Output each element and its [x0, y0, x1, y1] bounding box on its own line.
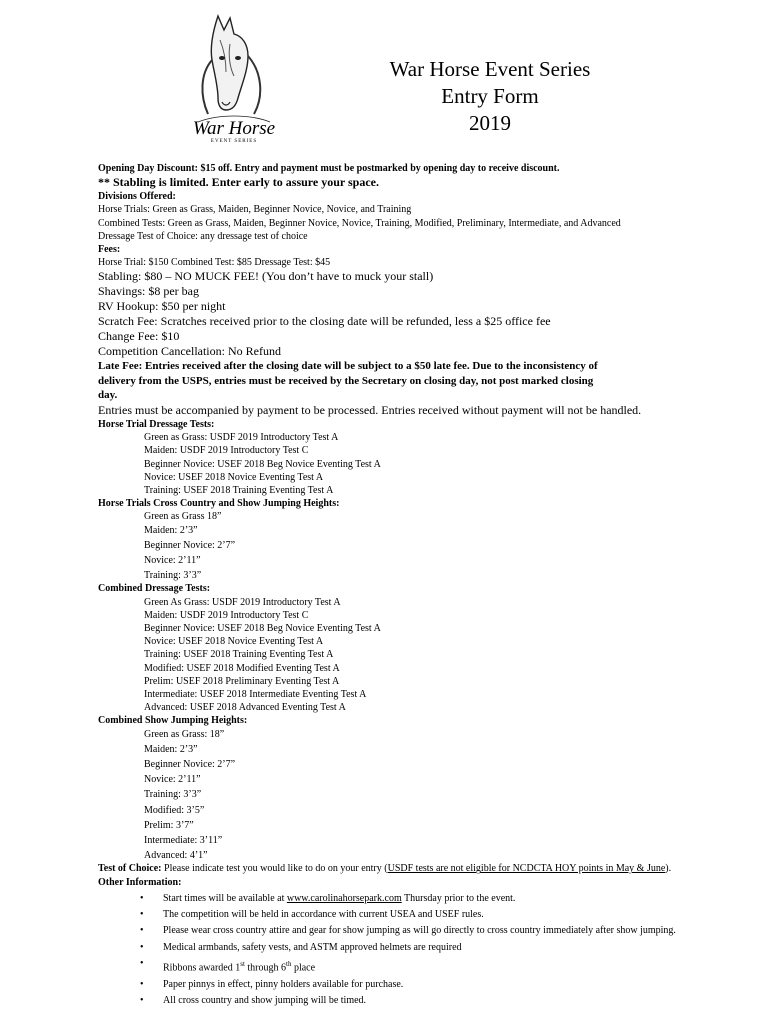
list-item: Beginner Novice: USEF 2018 Beg Novice Eventing Test A: [144, 622, 381, 634]
other-info-list: [98, 891, 738, 1009]
list-item: Maiden: 2’3”: [144, 524, 198, 536]
bullet-text: through 6: [244, 962, 286, 974]
bullet-text: place: [291, 962, 316, 974]
fee-line: RV Hookup: $50 per night: [98, 299, 226, 314]
list-item: Novice: 2’11”: [144, 774, 201, 786]
division-line: Dressage Test of Choice: any dressage test of choice: [98, 230, 308, 242]
list-item: Green as Grass: USDF 2019 Introductory Test A: [144, 432, 339, 444]
list-item: • Paper pinnys in effect, pinny holders available for purchase.: [98, 977, 738, 993]
ht-heights-heading: Horse Trials Cross Country and Show Jumping Heights:: [98, 498, 340, 510]
stabling-note: ** Stabling is limited. Enter early to assure your space.: [98, 175, 380, 190]
divisions-heading: Divisions Offered:: [98, 191, 176, 203]
test-of-choice-warning: USDF tests are not eligible for NCDCTA HOY points in May & June: [387, 863, 666, 875]
division-line: Horse Trials: Green as Grass, Maiden, Beginner Novice, Novice, and Training: [98, 204, 412, 216]
fee-line: Horse Trial: $150 Combined Test: $85 Dressage Test: $45: [98, 257, 331, 269]
ordinal-suffix: st: [240, 960, 245, 969]
fee-line: Competition Cancellation: No Refund: [98, 344, 281, 359]
list-item: Green as Grass: 18”: [144, 728, 225, 740]
fee-line: Shavings: $8 per bag: [98, 284, 199, 299]
list-item: Beginner Novice: 2’7”: [144, 759, 236, 770]
list-item: • All cross country and show jumping will be timed.: [98, 993, 738, 1009]
ct-heights-heading: Combined Show Jumping Heights:: [98, 715, 248, 727]
logo-subtitle: EVENT SERIES: [210, 139, 258, 144]
list-item: [98, 891, 738, 907]
list-item: Novice: USEF 2018 Novice Eventing Test A: [144, 471, 324, 483]
list-item: Novice: USEF 2018 Novice Eventing Test A: [144, 636, 324, 648]
carolina-horsepark-link[interactable]: www.carolinahorsepark.com: [286, 892, 402, 904]
ct-dressage-heading: Combined Dressage Tests:: [98, 583, 211, 595]
list-item: Advanced: USEF 2018 Advanced Eventing Test A: [144, 702, 346, 714]
list-item: • Medical armbands, safety vests, and ASTM approved helmets are required: [98, 940, 738, 956]
list-item: Green As Grass: USDF 2019 Introductory Test A: [144, 596, 341, 608]
list-item: Beginner Novice: USEF 2018 Beg Novice Eventing Test A: [144, 458, 381, 470]
list-item: Beginner Novice: 2’7”: [144, 539, 236, 551]
form-body: [98, 162, 738, 1009]
list-item: [98, 956, 738, 977]
title-line-2: Entry Form: [441, 84, 539, 108]
list-item: Prelim: USEF 2018 Preliminary Eventing Test A: [144, 675, 340, 687]
test-of-choice-text: Please indicate test you would like to do on your entry (: [164, 863, 388, 875]
payment-notice: Entries must be accompanied by payment to be processed. Entries received without payment will not be handled.: [98, 402, 642, 417]
list-item: Maiden: 2’3”: [144, 743, 198, 755]
list-item: Training: 3’3”: [144, 570, 202, 582]
fee-line: Scratch Fee: Scratches received prior to the closing date will be refunded, less a $25 office fee: [98, 314, 551, 329]
opening-day-discount: Opening Day Discount: $15 off. Entry and payment must be postmarked by opening day to receive discount.: [98, 163, 560, 174]
list-item: Training: 3’3”: [144, 789, 202, 801]
list-item: Maiden: USDF 2019 Introductory Test C: [144, 609, 309, 621]
list-item: • Please wear cross country attire and gear for show jumping as will go directly to cross country immediately after show jumping.: [98, 923, 738, 939]
title-line-3: 2019: [469, 111, 511, 135]
list-item: Advanced: 4’1”: [144, 850, 208, 862]
other-info-heading: Other Information:: [98, 876, 182, 888]
bullet-text: Start times will be available at: [163, 892, 287, 904]
late-fee-notice: Late Fee: Entries received after the closing date will be subject to a $50 late fee. Due to the inconsistency of delivery from the USPS, entries must be received by the Secretary on closing day, not post marked closing day.: [98, 360, 598, 402]
list-item: Intermediate: USEF 2018 Intermediate Eventing Test A: [144, 688, 367, 700]
test-of-choice-label: Test of Choice:: [98, 863, 162, 875]
list-item: Prelim: 3’7”: [144, 819, 194, 831]
ordinal-suffix: th: [286, 960, 292, 969]
fee-line: Change Fee: $10: [98, 329, 180, 344]
list-item: Modified: USEF 2018 Modified Eventing Test A: [144, 662, 340, 674]
bullet-text: Ribbons awarded 1: [163, 962, 241, 974]
logo-wordmark: War Horse: [192, 118, 276, 139]
fees-heading: Fees:: [98, 244, 121, 256]
list-item: Modified: 3’5”: [144, 804, 205, 816]
test-of-choice: [98, 862, 738, 875]
division-line: Combined Tests: Green as Grass, Maiden, Beginner Novice, Novice, Training, Modified, Preliminary, Intermediate, and Advanced: [98, 217, 621, 229]
fee-line: Stabling: $80 – NO MUCK FEE! (You don’t have to muck your stall): [98, 269, 434, 284]
list-item: Training: USEF 2018 Training Eventing Test A: [144, 649, 334, 661]
list-item: • The competition will be held in accordance with current USEA and USEF rules.: [98, 907, 738, 923]
ht-dressage-heading: Horse Trial Dressage Tests:: [98, 418, 215, 430]
list-item: Training: USEF 2018 Training Eventing Test A: [144, 484, 334, 496]
form-title: [340, 56, 640, 137]
bullet-text: Thursday prior to the event.: [401, 892, 516, 904]
list-item: Novice: 2’11”: [144, 554, 201, 566]
list-item: Intermediate: 3’11”: [144, 835, 223, 847]
title-line-1: War Horse Event Series: [389, 57, 591, 81]
list-item: Green as Grass 18”: [144, 511, 222, 523]
list-item: Maiden: USDF 2019 Introductory Test C: [144, 445, 309, 457]
test-of-choice-end: ).: [665, 863, 672, 875]
